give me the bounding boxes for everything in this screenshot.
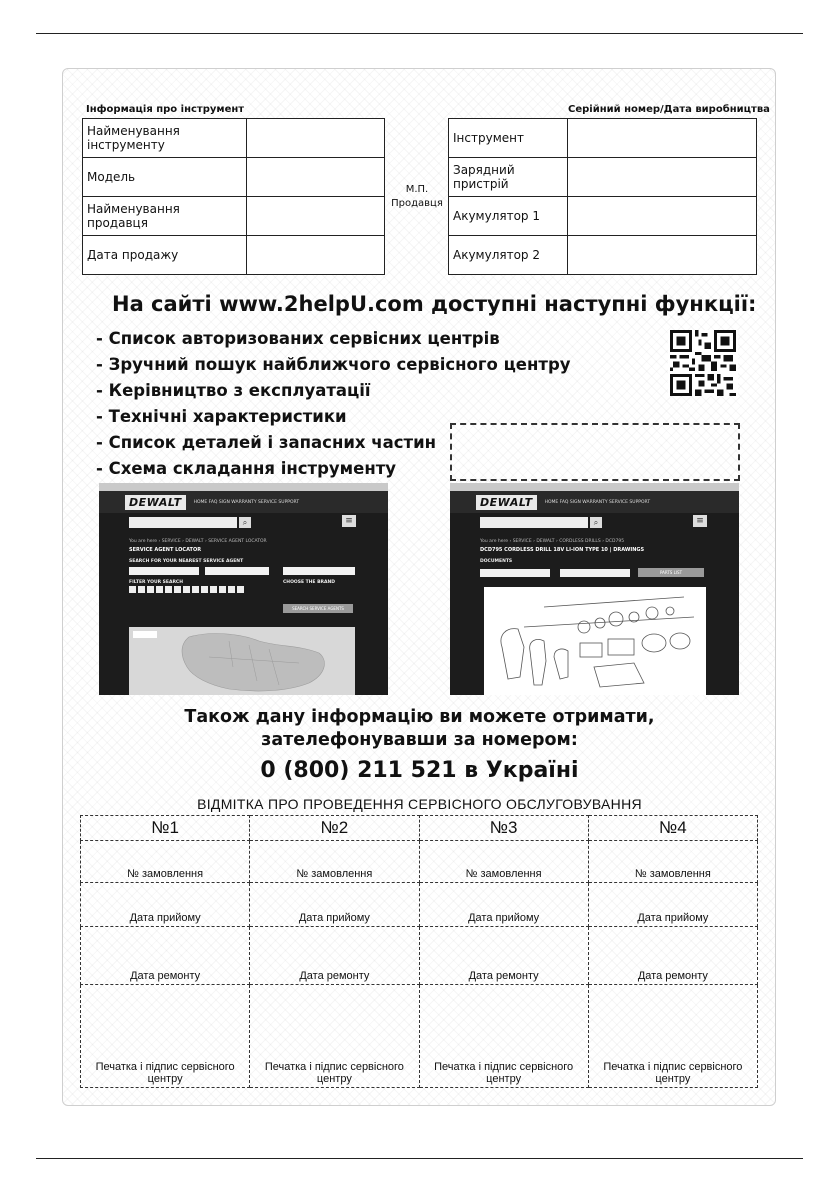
filter-icon [201, 586, 208, 593]
dewalt-logo: DEWALT [476, 495, 537, 510]
feature-item: - Керівництво з експлуатації [96, 381, 371, 400]
screenshot-nav-links: HOME FAQ SIGN WARRANTY SERVICE SUPPORT [544, 499, 651, 505]
screenshot-field [205, 567, 269, 575]
feature-item: - Зручний пошук найближчого сервісного центру [96, 355, 571, 374]
battery2-serial-label: Акумулятор 2 [449, 236, 568, 275]
screenshot-search-button: SEARCH SERVICE AGENTS [283, 604, 353, 613]
seller-stamp-label [386, 183, 448, 211]
filter-icon [219, 586, 226, 593]
screenshot-breadcrumb: You are here › SERVICE › DEWALT › SERVICE AGENT LOCATOR [129, 539, 267, 544]
filter-icon [210, 586, 217, 593]
service-locator-screenshot [99, 483, 388, 695]
screenshot-nav-links: HOME FAQ SIGN WARRANTY SERVICE SUPPORT [193, 499, 300, 505]
filter-icon [228, 586, 235, 593]
service-column-4-header: №4 [588, 816, 757, 841]
charger-serial-field[interactable] [568, 158, 757, 197]
filter-icon [192, 586, 199, 593]
screenshot-navbar [450, 491, 739, 513]
service-column-2-header: №2 [250, 816, 419, 841]
instrument-info-heading: Інформація про інструмент [86, 104, 245, 115]
dealer-stamp-box [450, 423, 740, 481]
filter-icon [237, 586, 244, 593]
feature-item: - Список деталей і запасних частин [96, 433, 437, 452]
tool-serial-field[interactable] [568, 119, 757, 158]
screenshot-field [283, 567, 355, 575]
phone-info-line-2: зателефонувавши за номером: [261, 730, 578, 750]
order-number-field[interactable]: № замовлення [588, 841, 757, 883]
repair-date-field[interactable]: Дата ремонту [81, 927, 250, 985]
dewalt-logo: DEWALT [125, 495, 186, 510]
screenshot-search-label: SEARCH FOR YOUR NEAREST SERVICE AGENT [129, 559, 244, 564]
model-field[interactable] [247, 158, 385, 197]
hotline-number: 0 (800) 211 521 в Україні [260, 758, 579, 783]
serial-number-table [448, 118, 757, 275]
screenshot-map [129, 627, 355, 695]
screenshot-documents-label: DOCUMENTS [480, 559, 513, 564]
screenshot-search-input [129, 517, 237, 528]
receipt-date-field[interactable]: Дата прийому [250, 883, 419, 927]
qr-code-icon[interactable] [668, 330, 738, 396]
stamp-line-2: Продавця [391, 198, 443, 209]
repair-date-field[interactable]: Дата ремонту [419, 927, 588, 985]
tool-serial-label: Інструмент [449, 119, 568, 158]
screenshot-breadcrumb: You are here › SERVICE › DEWALT › CORDLESS DRILLS › DCD795 [480, 539, 625, 544]
serial-number-heading: Серійний номер/Дата виробництва [568, 104, 770, 115]
filter-icon [156, 586, 163, 593]
filter-icon [183, 586, 190, 593]
model-label: Модель [83, 158, 247, 197]
exploded-drawing [484, 587, 706, 695]
seller-name-label: Найменування продавця [83, 197, 247, 236]
screenshot-field [480, 569, 550, 577]
screenshot-brand-label: CHOOSE THE BRAND [283, 580, 335, 585]
instrument-info-table [82, 118, 385, 275]
receipt-date-field[interactable]: Дата прийому [81, 883, 250, 927]
order-number-field[interactable]: № замовлення [250, 841, 419, 883]
filter-icon [174, 586, 181, 593]
service-stamp-field[interactable]: Печатка і підпис сервісного центру [419, 985, 588, 1088]
screenshot-filter-label: FILTER YOUR SEARCH [129, 580, 183, 585]
feature-item: - Схема складання інструменту [96, 459, 397, 478]
service-stamp-field[interactable]: Печатка і підпис сервісного центру [81, 985, 250, 1088]
filter-icon [147, 586, 154, 593]
filter-icon [138, 586, 145, 593]
bottom-rule [36, 1158, 803, 1159]
charger-serial-label: Зарядний пристрій [449, 158, 568, 197]
sale-date-field[interactable] [247, 236, 385, 275]
phone-info-text [0, 706, 839, 752]
europe-map-icon [129, 627, 355, 695]
receipt-date-field[interactable]: Дата прийому [419, 883, 588, 927]
drill-exploded-view-icon [484, 587, 706, 695]
filter-icon [129, 586, 136, 593]
order-number-field[interactable]: № замовлення [81, 841, 250, 883]
screenshot-title: SERVICE AGENT LOCATOR [129, 547, 202, 553]
screenshot-field [560, 569, 630, 577]
service-record-table [80, 815, 758, 1088]
sale-date-label: Дата продажу [83, 236, 247, 275]
search-icon: ⌕ [590, 517, 602, 528]
tool-name-field[interactable] [247, 119, 385, 158]
parts-drawing-screenshot [450, 483, 739, 695]
receipt-date-field[interactable]: Дата прийому [588, 883, 757, 927]
menu-icon: ≡ [693, 515, 707, 527]
tool-name-label: Найменування інструменту [83, 119, 247, 158]
search-icon: ⌕ [239, 517, 251, 528]
repair-date-field[interactable]: Дата ремонту [250, 927, 419, 985]
feature-item: - Технічні характеристики [96, 407, 347, 426]
battery1-serial-field[interactable] [568, 197, 757, 236]
seller-name-field[interactable] [247, 197, 385, 236]
top-rule [36, 33, 803, 34]
stamp-line-1: М.П. [405, 184, 429, 195]
phone-info-line-1: Також дану інформацію ви можете отримати, [184, 707, 655, 727]
service-stamp-field[interactable]: Печатка і підпис сервісного центру [250, 985, 419, 1088]
service-section-title: ВІДМІТКА ПРО ПРОВЕДЕННЯ СЕРВІСНОГО ОБСЛУГОВУВАННЯ [197, 796, 642, 812]
screenshot-parts-list-button: PARTS LIST [638, 568, 704, 577]
screenshot-search-input [480, 517, 588, 528]
screenshot-topbar [450, 483, 739, 491]
website-headline: На сайті www.2helpU.com доступні наступні функції: [112, 292, 757, 316]
service-column-1-header: №1 [81, 816, 250, 841]
service-stamp-field[interactable]: Печатка і підпис сервісного центру [588, 985, 757, 1088]
battery2-serial-field[interactable] [568, 236, 757, 275]
battery1-serial-label: Акумулятор 1 [449, 197, 568, 236]
screenshot-field [129, 567, 199, 575]
service-column-3-header: №3 [419, 816, 588, 841]
order-number-field[interactable]: № замовлення [419, 841, 588, 883]
screenshot-topbar [99, 483, 388, 491]
screenshot-navbar [99, 491, 388, 513]
repair-date-field[interactable]: Дата ремонту [588, 927, 757, 985]
feature-item: - Список авторизованих сервісних центрів [96, 329, 500, 348]
menu-icon: ≡ [342, 515, 356, 527]
screenshot-title: DCD795 CORDLESS DRILL 18V LI-ION TYPE 10 | DRAWINGS [480, 547, 645, 553]
filter-icon [165, 586, 172, 593]
